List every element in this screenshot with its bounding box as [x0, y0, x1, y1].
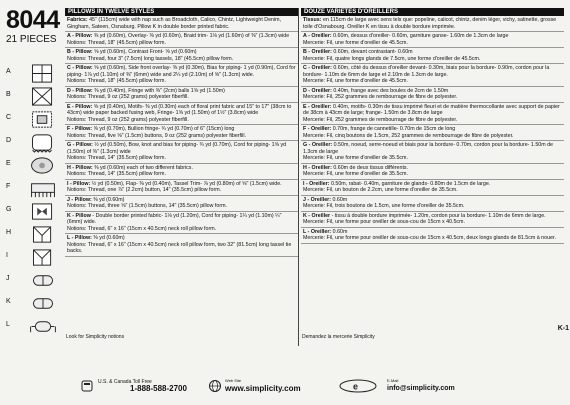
entry-label: L - Pillow: [67, 235, 92, 241]
pieces-count: 21 PIECES [6, 34, 57, 45]
entry-label: E - Oreiller: [303, 103, 332, 110]
cross-pillow-icon [26, 87, 60, 107]
entry-text: ⅜ yd (0.60m), Overlay- ⅜ yd (0.60m), Braid trim- 1⅛ yd (1.60m) of ⅜" (1.3cm) wide [93, 33, 290, 39]
neckroll-pillow-icon [26, 271, 60, 291]
phone-number: 1-888-588-2700 [130, 384, 187, 393]
view-thumbnail [6, 64, 64, 87]
entry-text: ½ yd (0.50m), Flap- ⅜ yd (0.40m), Tassel Trim- ⅞ yd (0.80m) of ⅝" (1.5cm) wide. [91, 180, 282, 187]
view-thumbnail [6, 271, 64, 294]
entry-notions: Notions: Thread, 14" (35.5cm) pillow form. [67, 171, 166, 177]
view-letter: G [6, 206, 12, 213]
neckroll-pillow-icon [26, 294, 60, 314]
entry-text: 0.60m, devant contrastant- 0.60m [333, 49, 413, 55]
entry-notions: Mercerie: Fil, quatre longs glands de 7.5cm, une forme d'oreiller de 45.5cm. [303, 55, 481, 62]
entry-notions: Mercerie: Fil, un bouton de 2.2cm, une forme d'oreiller de 35.5cm. [303, 187, 458, 193]
materials-entry [65, 32, 299, 48]
tassel-pillow-icon [26, 225, 60, 245]
entry-label: H - Oreiller: [303, 164, 332, 171]
materials-entry [301, 64, 564, 87]
entry-label: F - Oreiller: [303, 126, 332, 132]
materials-entry [65, 196, 299, 212]
view-thumbnail [6, 179, 64, 202]
view-letter: L [6, 321, 10, 328]
entry-notions: Mercerie: Fil, une forme d'oreiller de 35.5cm. [303, 171, 408, 177]
entry-label: D - Pillow: [67, 87, 93, 94]
view-letter: J [6, 275, 10, 282]
materials-entry [301, 87, 564, 103]
materials-entry [65, 212, 299, 235]
entry-text: 0.50m, rabat- 0.40m, garniture de glands- 0.80m de 1.5cm de large. [330, 180, 491, 187]
quilt-pillow-icon [26, 64, 60, 84]
entry-text: en 115cm de large avec sens tels que: popeline, calicot, chintz, denim léger, vichy, satinette, grosse toile d'Osnabourg. Oreiller K en tissu à double bordure imprimée. [303, 17, 557, 30]
entry-notions: Notions: Thread, four 3" (7.5cm) long tassels, 18" (45.5cm) pillow form. [67, 55, 234, 62]
english-title: PILLOWS IN TWELVE STYLES [65, 8, 299, 16]
entry-label: I - Pillow: [67, 180, 91, 187]
view-letter: D [6, 137, 12, 144]
pattern-header [6, 8, 58, 45]
look-for-notions: Look for Simplicity notions [66, 334, 125, 340]
view-thumbnail [6, 225, 64, 248]
entry-text: - tissu à double bordure imprimée- 1.20m, cordon pour la bordure- 1.10m de 6mm de large. [331, 212, 546, 219]
materials-entry [301, 48, 564, 64]
view-thumbnails [6, 64, 64, 340]
materials-entry [301, 16, 564, 32]
entry-notions: Mercerie: Fil, 252 grammes de rembourrage de fibre de polyester. [303, 116, 458, 123]
materials-entry [65, 164, 299, 180]
fringe-pillow-icon [26, 133, 60, 153]
materials-entry [65, 103, 299, 126]
entry-text: ⅜ yd (0.40m), Fringe with ⅜" (2cm) balls 1⅝ yd (1.50m) [94, 87, 225, 94]
entry-label: K - Oreiller [303, 212, 331, 219]
materials-entry [301, 196, 564, 212]
entry-label: J - Oreiller: [303, 196, 331, 203]
email-link[interactable]: info@simplicity.com [387, 385, 455, 392]
materials-entry [301, 125, 564, 141]
entry-label: D - Oreiller: [303, 87, 332, 94]
phone-icon [80, 379, 94, 393]
entry-label: B - Pillow: [67, 49, 93, 55]
entry-notions: Mercerie: Fil, une forme pour oreiller de sous-cou de 15cm x 40.5cm, deux longs glands de 81.5cm à nouer. [303, 235, 556, 241]
entry-notions: Mercerie: Fil, 252 grammes de rembourrage de fibre de polyester. [303, 94, 458, 100]
materials-entry [301, 212, 564, 228]
materials-entry [65, 64, 299, 87]
svg-text:e: e [353, 381, 359, 392]
view-thumbnail [6, 202, 64, 225]
entry-notions: Notions: Thread, 9 oz (252 grams) polyester fiberfill. [67, 94, 189, 100]
entry-text: ½ yd (0.50m), Bow, knot and bias for piping- ¾ yd (0.70m), Cord for piping- 1⅝ yd (1.50m) of ⅜" (1.3cm) wide [67, 142, 287, 155]
entry-label: G - Pillow: [67, 142, 93, 148]
side-mark: K-1 [557, 325, 569, 332]
view-thumbnail [6, 133, 64, 156]
entry-text: 0.60m, dessus d'oreiller- 0.60m, garniture ganse- 1.60m de 1.3cm de large [333, 33, 509, 39]
materials-entry [65, 16, 299, 32]
view-letter: I [6, 252, 8, 259]
entry-notions: Mercerie: Fil, cinq boutons de 1.5cm, 252 grammes de rembourrage de fibre de polyester. [303, 132, 514, 139]
entry-text: ⅝ yd (0.60m), Side front overlay- ⅜ yd (0.30m), Bias for piping- 1 yd (0.90m), Cord for piping- 1⅞ yd (1.10m) of ⅜" (6mm) wide and 2¼ yd (2.10m) of ⅝" (1.3cm) wide. [67, 65, 296, 78]
entry-label: K - Pillow [67, 212, 91, 219]
entry-label: Tissus: [303, 17, 322, 23]
entry-text: ⅝ yd (0.60m), Contrast Front- ⅝ yd (0.60m) [94, 49, 197, 55]
view-thumbnail [6, 317, 64, 340]
materials-entry [301, 141, 564, 164]
materials-entry [301, 180, 564, 196]
entry-notions: Notions: Thread, 6" x 16" (15cm x 40.5cm) neck roll pillow form. [67, 225, 217, 232]
view-letter: E [6, 160, 11, 167]
view-letter: C [6, 114, 12, 121]
ruffle-pillow-icon [26, 110, 60, 130]
view-thumbnail [6, 294, 64, 317]
instructions-columns [65, 8, 564, 348]
materials-entry [301, 32, 564, 48]
view-thumbnail [6, 87, 64, 110]
english-column [65, 8, 299, 346]
entry-label: C - Pillow: [67, 65, 93, 71]
view-letter: H [6, 229, 12, 236]
entry-notions: Mercerie: Fil, une forme d'oreiller de 35.5cm. [303, 155, 408, 161]
round-pillow-icon [26, 156, 60, 176]
view-letter: K [6, 298, 11, 305]
entry-text: 0.50m, noeud, serre-noeud et biais pour la bordure- 0.70m, cordon pour la bordure- 1.50m de 1.3cm de large [303, 142, 554, 155]
entry-label: E - Pillow: [67, 103, 93, 110]
entry-label: J - Pillow: [67, 196, 92, 203]
web-label: Web Site [225, 378, 242, 383]
entry-label: A - Oreiller: [303, 33, 332, 39]
entry-text: 0.60m, côté du dessus d'oreiller devant- 0.30m, biais pour la bordure- 0.90m, cordon pour la bordure- 1.10m de 6mm de large et 2.10m de 1.3cm de large. [303, 65, 550, 78]
entry-text: ⅜ yd (0.60m) [93, 196, 125, 203]
entry-notions: Notions: Thread, 9 oz (252 grams) polyester fiberfill. [67, 116, 189, 123]
tassel-pillow-icon [26, 248, 60, 268]
entry-text: 0.60m [332, 196, 348, 203]
web-icon [208, 379, 222, 393]
entry-notions: Mercerie: Fil, une forme d'oreiller de 45.5cm. [303, 78, 408, 84]
entry-notions: Notions: Thread, 18" (45.5cm) pillow form. [67, 78, 166, 84]
view-thumbnail [6, 110, 64, 133]
toll-free-label: U.S. & Canada Toll Free [98, 379, 152, 385]
entry-text: ⅜ yd (0.60m) [93, 235, 125, 241]
demandez-mercerie: Demandez la mercerie Simplicity [302, 334, 375, 340]
entry-text: 0.40m, frange avec des boules de 2cm de 1.50m [333, 87, 449, 94]
materials-entry [65, 125, 299, 141]
entry-text: ⅝ yd (0.70m), Bullion fringe- ¾ yd (0.70m) of 6" (15cm) long [93, 126, 235, 132]
email-label: E-Mail [387, 378, 399, 383]
materials-entry [301, 228, 564, 244]
entry-label: A - Pillow: [67, 33, 93, 39]
view-letter: F [6, 183, 11, 190]
entry-notions: Notions: Thread, 14" (35.5cm) pillow form. [67, 155, 166, 161]
entry-text: ⅝ yd (0.40m), Motifs- ⅜ yd (0.30m) each of floral print fabric and 15" to 17" (38cm to 43cm) wide paper backed fusing web, Fringe- 1⅝ yd (1.50m) of 1½" (3.8cm) wide [67, 103, 292, 116]
bolster-pillow-icon [26, 179, 60, 199]
materials-entry [65, 48, 299, 64]
pattern-number: 8044 [6, 6, 60, 34]
entry-text: 45" (115cm) wide with nap such as Broadcloth, Calico, Chintz, Lightweight Denim, Gingham, Sateen, Osnaburg. Pillow K in double border printed fabric. [67, 17, 282, 30]
materials-entry [65, 234, 299, 257]
entry-label: B - Oreiller: [303, 49, 332, 55]
email-logo-icon [338, 379, 378, 393]
entry-label: L - Oreiller: [303, 228, 332, 235]
entry-text: 0.40m, motifs- 0.30m de tissu imprimé fleuri et de matière thermocollante avec support de papier de 38cm à 43cm de large; frange- 1.50m de 3.8cm de large [303, 103, 560, 116]
view-letter: A [6, 68, 11, 75]
view-thumbnail [6, 248, 64, 271]
entry-notions: Notions: Thread, 6" x 16" (15cm x 40.5cm) neck roll pillow form, two 32" (81.5cm) long tassel tie backs. [67, 241, 292, 254]
french-title: DOUZE VARIETES D'OREILLERS [301, 8, 564, 16]
entry-notions: Mercerie: Fil, trois boutons de 1.5cm, une forme d'oreiller de 35.5cm. [303, 203, 465, 209]
entry-notions: Notions: Thread, three ⅝" (1.5cm) buttons, 14" (35.5cm) pillow form. [67, 203, 227, 209]
entry-notions: Notions: Thread, one ⅞" (2.2cm) button, 14" (35.5cm) pillow form. [67, 187, 222, 193]
entry-label: I - Oreiller: [303, 180, 330, 187]
entry-label: Fabrics: [67, 17, 88, 23]
entry-text: 0.60m [332, 228, 348, 235]
entry-label: F - Pillow: [67, 126, 93, 132]
entry-notions: Notions: Thread, five ⅝" (1.5cm) buttons, 9 oz (252 grams) polyester fiberfill. [67, 132, 247, 139]
entry-label: C - Oreiller: [303, 65, 332, 71]
entry-notions: Notions: Thread, 18" (45.5cm) pillow form. [67, 39, 166, 46]
entry-label: H - Pillow: [67, 164, 93, 171]
entry-text: - Double border printed fabric- 1⅛ yd (1.20m), Cord for piping- 1¼ yd (1.10m) ¼" (6mm) wide. [67, 212, 282, 225]
materials-entry [301, 103, 564, 126]
bow-pillow-icon [26, 202, 60, 222]
materials-entry [65, 87, 299, 103]
materials-entry [65, 180, 299, 196]
entry-text: ⅜ yd (0.60m) each of two different fabrics. [94, 164, 193, 171]
entry-text: 0.60m de deux tissus différents. [333, 164, 409, 171]
view-letter: B [6, 91, 11, 98]
french-column [301, 8, 564, 346]
materials-entry [301, 164, 564, 180]
website-link[interactable]: www.simplicity.com [225, 384, 301, 393]
column-divider [298, 8, 299, 346]
view-thumbnail [6, 156, 64, 179]
materials-entry [65, 141, 299, 164]
entry-text: 0.70m, frange de cannetille- 0.70m de 15cm de long [332, 126, 456, 132]
neckroll-tassel-icon [26, 317, 60, 337]
entry-label: G - Oreiller: [303, 142, 333, 148]
entry-notions: Mercerie: Fil, une forme pour oreiller de sous-cou de 15cm x 40.5cm. [303, 219, 465, 225]
entry-notions: Mercerie: Fil, une forme d'oreiller de 45.5cm. [303, 39, 408, 46]
